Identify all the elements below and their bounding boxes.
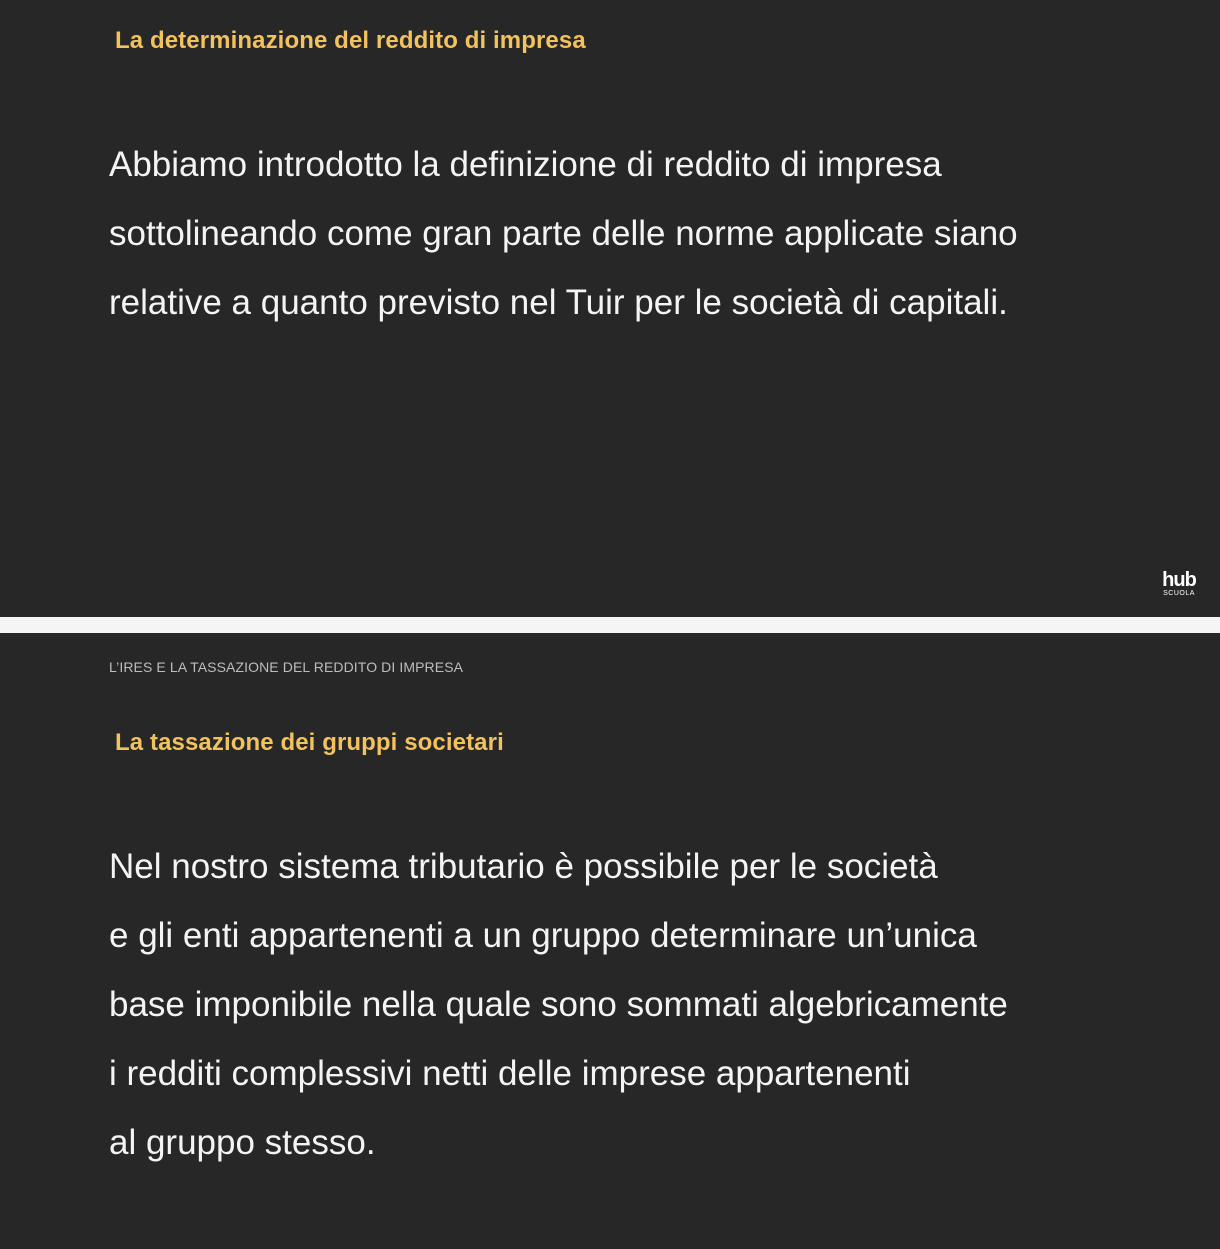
- slide-2-body-line-5: al gruppo stesso.: [109, 1123, 376, 1162]
- slide-2-body-line-1: Nel nostro sistema tributario è possibile per le società: [109, 847, 938, 886]
- slide-1-body: [109, 130, 1018, 337]
- slide-1-body-line-1: Abbiamo introdotto la definizione di reddito di impresa: [109, 145, 942, 184]
- hub-scuola-logo: [1158, 571, 1200, 601]
- slide-2-title: La tassazione dei gruppi societari: [115, 729, 504, 756]
- slide-2-body: [109, 832, 1008, 1177]
- slide-2-body-line-2: e gli enti appartenenti a un gruppo determinare un’unica: [109, 916, 977, 955]
- slide-1: [0, 0, 1220, 617]
- slide-2: [0, 633, 1220, 1249]
- slide-1-title: La determinazione del reddito di impresa: [115, 27, 586, 54]
- slide-2-body-line-4: i redditi complessivi netti delle imprese appartenenti: [109, 1054, 911, 1093]
- slide-2-section-label: L’IRES E LA TASSAZIONE DEL REDDITO DI IMPRESA: [109, 659, 464, 675]
- slide-1-body-line-2: sottolineando come gran parte delle norme applicate siano: [109, 214, 1018, 253]
- hub-logo-mark: hub: [1162, 569, 1196, 591]
- hub-logo-text: SCUOLA: [1163, 590, 1195, 597]
- slide-1-body-line-3: relative a quanto previsto nel Tuir per le società di capitali.: [109, 283, 1008, 322]
- slide-2-body-line-3: base imponibile nella quale sono sommati algebricamente: [109, 985, 1008, 1024]
